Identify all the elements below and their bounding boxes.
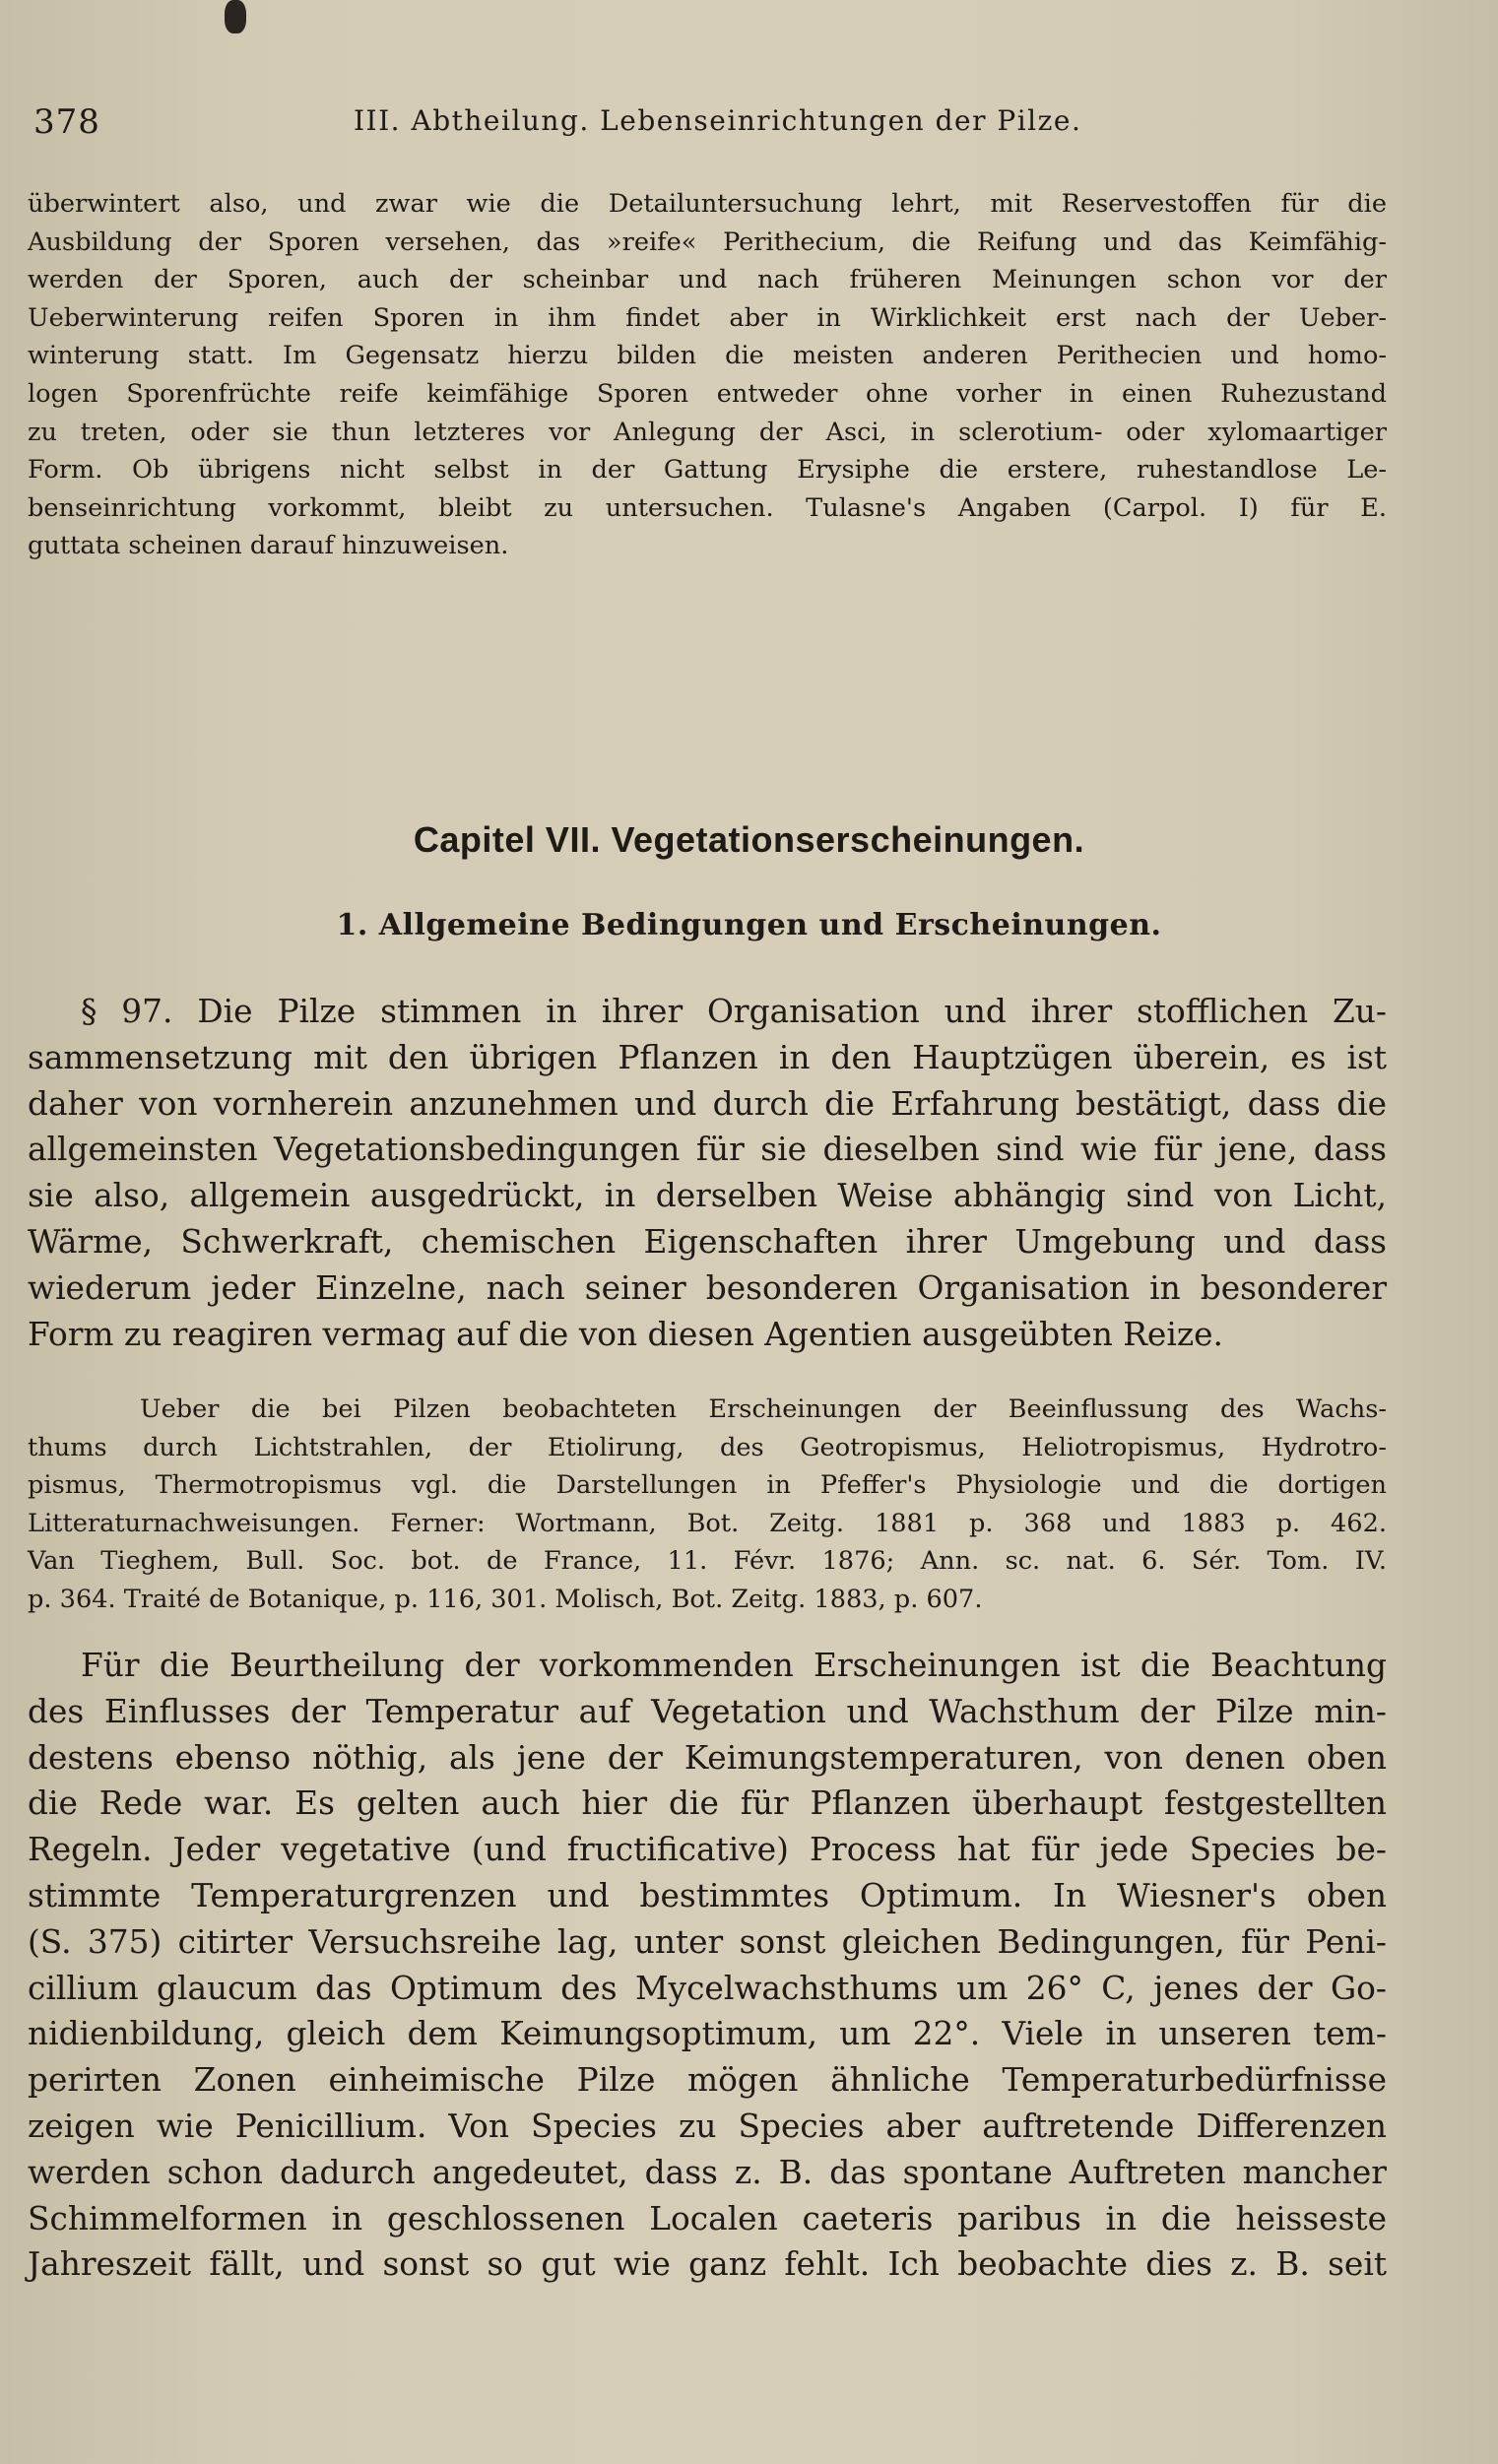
- text-line: zeigen wie Penicillium. Von Species zu Species aber auftretende Differenzen: [28, 2107, 1387, 2145]
- ink-blot: [225, 0, 246, 33]
- text-line: § 97. Die Pilze stimmen in ihrer Organisation und ihrer stofflichen Zu-: [81, 993, 1387, 1030]
- text-line: Ueberwinterung reifen Sporen in ihm findet aber in Wirklichkeit erst nach der Ueber-: [28, 302, 1387, 333]
- text-line: Jahreszeit fällt, und sonst so gut wie ganz fehlt. Ich beobachte dies z. B. seit: [28, 2245, 1387, 2284]
- text-line: destens ebenso nöthig, als jene der Keimungstemperaturen, von denen oben: [28, 1738, 1387, 1777]
- text-line: Regeln. Jeder vegetative (und fructificative) Process hat für jede Species be-: [28, 1831, 1387, 1869]
- text-line: Ueber die bei Pilzen beobachteten Erscheinungen der Beeinflussung des Wachs-: [140, 1394, 1387, 1424]
- text-line: nidienbildung, gleich dem Keimungsoptimum, um 22°. Viele in unseren tem-: [28, 2015, 1387, 2053]
- page-header: [33, 102, 1383, 152]
- text-line: sammensetzung mit den übrigen Pflanzen in den Hauptzügen überein, es ist: [28, 1038, 1387, 1076]
- text-line: Für die Beurtheilung der vorkommenden Erscheinungen ist die Beachtung: [81, 1647, 1387, 1684]
- running-head: III. Abtheilung. Lebenseinrichtungen der Pilze.: [354, 104, 1082, 137]
- chapter-title: Capitel VII. Vegetationserscheinungen.: [413, 819, 1085, 860]
- text-line: Litteraturnachweisungen. Ferner: Wortmann, Bot. Zeitg. 1881 p. 368 und 1883 p. 462.: [28, 1508, 1387, 1538]
- text-line: stimmte Temperaturgrenzen und bestimmtes Optimum. In Wiesner's oben: [28, 1876, 1387, 1914]
- text-line: pismus, Thermotropismus vgl. die Darstellungen in Pfeffer's Physiologie und die dortigen: [28, 1470, 1387, 1501]
- continued-paragraph: [28, 185, 1387, 565]
- text-line: wiederum jeder Einzelne, nach seiner besonderen Organisation in besonderer: [28, 1268, 1387, 1307]
- text-line: überwintert also, und zwar wie die Detailuntersuchung lehrt, mit Reservestoffen für die: [28, 189, 1387, 219]
- temperature-paragraph: [28, 1643, 1387, 2288]
- text-line: die Rede war. Es gelten auch hier die für Pflanzen überhaupt festgestellten: [28, 1784, 1387, 1823]
- text-line: benseinrichtung vorkommt, bleibt zu untersuchen. Tulasne's Angaben (Carpol. I) für E.: [28, 492, 1387, 523]
- text-line: daher von vornherein anzunehmen und durch die Erfahrung bestätigt, dass die: [28, 1084, 1387, 1123]
- text-line: cillium glaucum das Optimum des Mycelwachsthums um 26° C, jenes der Go-: [28, 1969, 1387, 2007]
- text-line: p. 364. Traité de Botanique, p. 116, 301. Molisch, Bot. Zeitg. 1883, p. 607.: [28, 1584, 983, 1614]
- section-title: 1. Allgemeine Bedingungen und Erscheinungen.: [336, 908, 1162, 942]
- text-line: thums durch Lichtstrahlen, der Etiolirung, des Geotropismus, Heliotropismus, Hydrotro-: [28, 1432, 1387, 1462]
- text-line: des Einflusses der Temperatur auf Vegetation und Wachsthum der Pilze min-: [28, 1692, 1387, 1730]
- text-line: werden schon dadurch angedeutet, dass z. B. das spontane Auftreten mancher: [28, 2153, 1387, 2191]
- literature-note: [28, 1391, 1387, 1619]
- text-line: perirten Zonen einheimische Pilze mögen ähnliche Temperaturbedürfnisse: [28, 2061, 1387, 2100]
- text-line: logen Sporenfrüchte reife keimfähige Sporen entweder ohne vorher in einen Ruhezustand: [28, 378, 1387, 409]
- page-number: 378: [33, 102, 100, 142]
- text-line: winterung statt. Im Gegensatz hierzu bilden die meisten anderen Perithecien und homo-: [28, 341, 1387, 371]
- text-line: sie also, allgemein ausgedrückt, in derselben Weise abhängig sind von Licht,: [28, 1177, 1387, 1215]
- text-line: guttata scheinen darauf hinzuweisen.: [28, 531, 509, 561]
- text-line: Form. Ob übrigens nicht selbst in der Gattung Erysiphe die erstere, ruhestandlose Le-: [28, 455, 1387, 486]
- text-line: Form zu reagiren vermag auf die von diesen Agentien ausgeübten Reize.: [28, 1315, 1223, 1353]
- text-line: zu treten, oder sie thun letzteres vor Anlegung der Asci, in sclerotium- oder xylomaartiger: [28, 417, 1387, 447]
- text-line: Wärme, Schwerkraft, chemischen Eigenschaften ihrer Umgebung und dass: [28, 1222, 1387, 1261]
- text-line: Schimmelformen in geschlossenen Localen caeteris paribus in die heisseste: [28, 2199, 1387, 2237]
- text-line: (S. 375) citirter Versuchsreihe lag, unter sonst gleichen Bedingungen, für Peni-: [28, 1922, 1387, 1961]
- text-line: Van Tieghem, Bull. Soc. bot. de France, 11. Févr. 1876; Ann. sc. nat. 6. Sér. Tom. IV.: [28, 1546, 1387, 1577]
- text-line: werden der Sporen, auch der scheinbar und nach früheren Meinungen schon vor der: [28, 265, 1387, 295]
- paragraph-97: [28, 989, 1387, 1357]
- text-line: allgemeinsten Vegetationsbedingungen für sie dieselben sind wie für jene, dass: [28, 1131, 1387, 1169]
- text-line: Ausbildung der Sporen versehen, das »reife« Perithecium, die Reifung und das Keimfähig-: [28, 227, 1387, 257]
